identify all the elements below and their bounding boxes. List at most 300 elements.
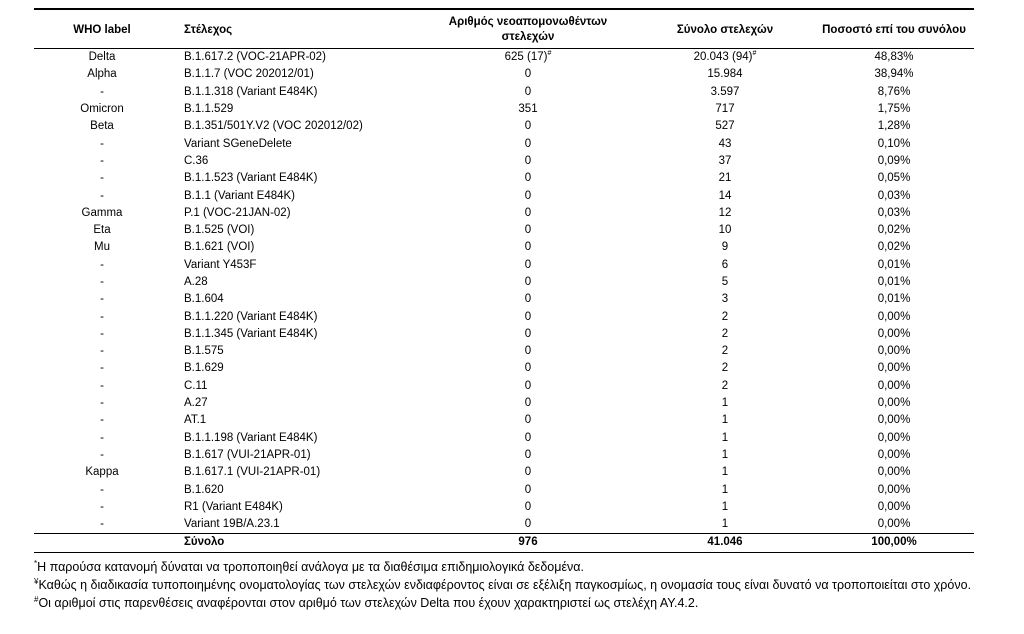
total-strains-cell-value: 37 [718, 154, 732, 167]
who-label-cell-value: - [100, 137, 104, 150]
new-isolates-cell [420, 343, 636, 360]
total-strains-cell-value: 14 [718, 189, 732, 202]
who-label-cell-value: - [100, 345, 104, 358]
who-label-cell [34, 308, 170, 325]
table-row [34, 447, 974, 464]
total-strains-cell [636, 187, 814, 204]
percentage-cell-value: 0,00% [877, 379, 911, 392]
percentage-cell [814, 378, 974, 395]
who-label-cell-value: - [100, 154, 104, 167]
who-label-cell-value: - [100, 327, 104, 340]
strain-cell-value: B.1.1.7 (VOC 202012/01) [184, 68, 314, 81]
new-isolates-cell-value: 0 [524, 85, 532, 98]
strain-cell [170, 326, 420, 343]
percentage-cell [814, 343, 974, 360]
percentage-cell [814, 360, 974, 377]
new-isolates-cell [420, 222, 636, 239]
header-new-isolates: Αριθμός νεοαπομονωθέντων στελεχών [448, 16, 608, 43]
who-label-cell-value: - [100, 258, 104, 271]
new-isolates-cell-value: 0 [524, 276, 532, 288]
percentage-cell [814, 153, 974, 170]
new-isolates-cell [420, 187, 636, 204]
total-strains-cell [636, 239, 814, 256]
percentage-cell-value: 0,00% [877, 414, 911, 427]
new-isolates-cell-value: 0 [524, 379, 532, 392]
total-strains-cell [636, 205, 814, 222]
new-isolates-cell-value: 0 [524, 310, 532, 323]
new-isolates-cell-value: 0 [524, 293, 532, 306]
new-isolates-cell-value: 0 [524, 137, 532, 150]
percentage-cell-value: 0,00% [877, 431, 911, 444]
who-label-cell [34, 187, 170, 204]
who-label-cell-value: - [100, 500, 104, 513]
percentage-cell [814, 222, 974, 239]
percentage-cell [814, 170, 974, 187]
strain-cell-value: B.1.617.1 (VUI-21APR-01) [184, 466, 321, 479]
total-strains-cell-value: 2 [721, 379, 729, 392]
percentage-cell-value: 0,00% [877, 327, 911, 340]
who-label-cell [34, 153, 170, 170]
table-row [34, 516, 974, 534]
who-label-cell [34, 360, 170, 377]
strain-cell-value: B.1.629 [184, 362, 224, 375]
who-label-cell [34, 412, 170, 429]
strain-cell [170, 395, 420, 412]
who-label-cell-value: - [100, 431, 104, 444]
new-isolates-cell [420, 239, 636, 256]
who-label-cell [34, 326, 170, 343]
strain-cell [170, 464, 420, 481]
table-row [34, 430, 974, 447]
total-row [34, 534, 974, 552]
total-strains-cell [636, 66, 814, 83]
strain-cell-value: B.1.525 (VOI) [184, 224, 255, 237]
percentage-cell-value: 0,03% [877, 206, 911, 219]
strain-cell [170, 135, 420, 152]
percentage-cell-value: 1,75% [877, 103, 911, 116]
percentage-cell [814, 66, 974, 83]
who-label-cell [34, 464, 170, 481]
new-isolates-cell [420, 326, 636, 343]
total-strains-cell [636, 534, 814, 552]
strain-cell [170, 308, 420, 325]
who-label-cell [34, 222, 170, 239]
percentage-cell-value: 0,02% [877, 224, 911, 237]
percentage-cell [814, 481, 974, 498]
who-label-cell [34, 135, 170, 152]
percentage-cell-value: 0,01% [877, 258, 911, 271]
percentage-cell [814, 84, 974, 101]
strain-cell-value: B.1.351/501Y.V2 (VOC 202012/02) [184, 120, 363, 133]
who-label-cell [34, 257, 170, 274]
new-isolates-cell-value: 0 [524, 448, 532, 461]
total-strains-cell-value: 5 [721, 276, 729, 288]
total-strains-cell-value: 12 [718, 206, 732, 219]
new-isolates-cell-value: 0 [524, 241, 532, 254]
who-label-cell [34, 66, 170, 83]
percentage-cell-value: 100,00% [871, 536, 917, 549]
who-label-cell [34, 205, 170, 222]
table-row [34, 291, 974, 308]
table-row [34, 153, 974, 170]
header-total-strains: Σύνολο στελεχών [676, 23, 774, 36]
who-label-cell-value: - [100, 362, 104, 375]
who-label-cell-value: Mu [94, 241, 110, 254]
table-body [34, 49, 974, 553]
strain-cell-value: P.1 (VOC-21JAN-02) [184, 206, 291, 219]
new-isolates-cell-value: 0 [524, 345, 532, 358]
new-isolates-cell-value: 0 [524, 362, 532, 375]
strain-cell-value: B.1.617.2 (VOC-21APR-02) [184, 51, 326, 64]
table-row [34, 84, 974, 101]
percentage-cell-value: 0,00% [877, 518, 911, 531]
who-label-cell [34, 291, 170, 308]
strain-cell [170, 49, 420, 67]
percentage-cell [814, 239, 974, 256]
footnote [34, 576, 974, 594]
total-strains-cell [636, 153, 814, 170]
who-label-cell [34, 239, 170, 256]
total-strains-cell-value: 15.984 [707, 68, 743, 81]
percentage-cell-value: 38,94% [874, 68, 914, 81]
who-label-cell-value: - [100, 414, 104, 427]
new-isolates-cell-value: 0 [524, 224, 532, 237]
strain-cell-value: B.1.1.220 (Variant E484K) [184, 310, 318, 323]
new-isolates-cell [420, 135, 636, 152]
percentage-cell-value: 0,01% [877, 293, 911, 306]
new-isolates-cell [420, 412, 636, 429]
strain-cell [170, 274, 420, 291]
strain-cell [170, 153, 420, 170]
table-row [34, 326, 974, 343]
who-label-cell-value: - [100, 172, 104, 185]
strain-cell [170, 257, 420, 274]
who-label-cell-value: - [100, 483, 104, 496]
strain-cell [170, 239, 420, 256]
new-isolates-cell-value: 0 [524, 258, 532, 271]
strain-cell-value: B.1.1.198 (Variant E484K) [184, 431, 318, 444]
strain-cell [170, 170, 420, 187]
total-strains-cell-value: 10 [718, 224, 732, 237]
strain-cell [170, 205, 420, 222]
header-who-label: WHO label [73, 23, 131, 36]
strain-cell [170, 222, 420, 239]
strain-cell [170, 378, 420, 395]
total-strains-cell-value: 1 [721, 397, 729, 410]
strain-cell-value: C.11 [184, 379, 208, 392]
new-isolates-cell-value: 0 [524, 206, 532, 219]
new-isolates-cell-value: 351 [518, 103, 538, 116]
table-row [34, 49, 974, 67]
variants-table [34, 8, 974, 553]
percentage-cell-value: 0,09% [877, 154, 911, 167]
who-label-cell-value: Beta [90, 120, 114, 133]
total-strains-cell-value: 1 [721, 414, 729, 427]
strain-cell-value: B.1.621 (VOI) [184, 241, 255, 254]
total-strains-cell [636, 395, 814, 412]
table-row [34, 205, 974, 222]
table-row [34, 118, 974, 135]
table-row [34, 170, 974, 187]
total-strains-cell [636, 481, 814, 498]
percentage-cell [814, 257, 974, 274]
new-isolates-cell-value: 0 [524, 483, 532, 496]
who-label-cell [34, 499, 170, 516]
total-strains-cell-value: 9 [721, 241, 729, 254]
new-isolates-cell-value: 0 [524, 172, 532, 185]
who-label-cell-value: - [100, 448, 104, 461]
new-isolates-cell-value: 0 [524, 466, 532, 479]
new-isolates-cell [420, 499, 636, 516]
new-isolates-cell [420, 205, 636, 222]
new-isolates-cell [420, 308, 636, 325]
new-isolates-cell-value: 625 (17) [504, 51, 548, 64]
new-isolates-cell [420, 464, 636, 481]
new-isolates-cell-value: 976 [518, 536, 538, 549]
total-strains-cell-value: 2 [721, 345, 729, 358]
total-strains-cell [636, 499, 814, 516]
table-row [34, 343, 974, 360]
total-strains-cell [636, 274, 814, 291]
who-label-cell [34, 101, 170, 118]
percentage-cell-value: 0,10% [877, 137, 911, 150]
table-row [34, 378, 974, 395]
table-row [34, 101, 974, 118]
strain-cell [170, 101, 420, 118]
percentage-cell-value: 0,03% [877, 189, 911, 202]
footnote-ref: # [752, 50, 757, 58]
new-isolates-cell [420, 378, 636, 395]
new-isolates-cell [420, 481, 636, 498]
who-label-cell [34, 274, 170, 291]
total-strains-cell [636, 135, 814, 152]
strain-cell [170, 118, 420, 135]
new-isolates-cell-value: 0 [524, 518, 532, 531]
total-strains-cell [636, 222, 814, 239]
total-strains-cell [636, 360, 814, 377]
strain-cell-value: B.1.1.529 [184, 103, 234, 116]
strain-cell [170, 534, 420, 552]
new-isolates-cell-value: 0 [524, 68, 532, 81]
total-strains-cell-value: 20.043 (94) [693, 51, 753, 64]
percentage-cell [814, 118, 974, 135]
strain-cell-value: B.1.1.523 (Variant E484K) [184, 172, 318, 185]
strain-cell-value: Σύνολο [184, 536, 225, 549]
footnote-text: Η παρούσα κατανομή δύναται να τροποποιηθεί ανάλογα με τα διαθέσιμα επιδημιολογικά δεδομένα. [37, 559, 584, 574]
new-isolates-cell [420, 49, 636, 67]
who-label-cell [34, 481, 170, 498]
table-header [34, 9, 974, 49]
percentage-cell [814, 447, 974, 464]
table-row [34, 222, 974, 239]
strain-cell-value: B.1.1 (Variant E484K) [184, 189, 296, 202]
table-row [34, 308, 974, 325]
strain-cell-value: B.1.1.345 (Variant E484K) [184, 327, 318, 340]
total-strains-cell [636, 412, 814, 429]
total-strains-cell-value: 1 [721, 448, 729, 461]
total-strains-cell-value: 2 [721, 362, 729, 375]
table-row [34, 66, 974, 83]
total-strains-cell [636, 308, 814, 325]
total-strains-cell [636, 170, 814, 187]
strain-cell [170, 430, 420, 447]
percentage-cell-value: 0,00% [877, 345, 911, 358]
table-row [34, 464, 974, 481]
footnote [34, 558, 974, 576]
total-strains-cell-value: 1 [721, 466, 729, 479]
total-strains-cell-value: 3 [721, 293, 729, 306]
percentage-cell-value: 0,00% [877, 362, 911, 375]
strain-cell-value: Variant 19B/A.23.1 [184, 518, 280, 531]
percentage-cell [814, 308, 974, 325]
percentage-cell [814, 274, 974, 291]
total-strains-cell-value: 6 [721, 258, 729, 271]
strain-cell-value: A.27 [184, 397, 208, 410]
percentage-cell-value: 1,28% [877, 120, 911, 133]
strain-cell-value: B.1.1.318 (Variant E484K) [184, 85, 318, 98]
who-label-cell [34, 395, 170, 412]
strain-cell [170, 66, 420, 83]
footnote [34, 594, 974, 612]
header-strain: Στέλεχος [184, 23, 233, 36]
percentage-cell-value: 0,00% [877, 466, 911, 479]
percentage-cell-value: 0,01% [877, 276, 911, 288]
who-label-cell-value: Delta [88, 51, 116, 64]
who-label-cell-value: Kappa [85, 466, 119, 479]
footnote-ref: # [547, 50, 552, 58]
new-isolates-cell-value: 0 [524, 327, 532, 340]
new-isolates-cell-value: 0 [524, 500, 532, 513]
who-label-cell-value: - [100, 397, 104, 410]
total-strains-cell-value: 3.597 [710, 85, 740, 98]
strain-cell [170, 291, 420, 308]
total-strains-cell [636, 84, 814, 101]
table-row [34, 257, 974, 274]
percentage-cell-value: 0,00% [877, 483, 911, 496]
table-row [34, 395, 974, 412]
strain-cell-value: A.28 [184, 276, 208, 288]
new-isolates-cell [420, 360, 636, 377]
who-label-cell [34, 84, 170, 101]
total-strains-cell-value: 41.046 [707, 536, 743, 549]
footnote-text: Καθώς η διαδικασία τυποποιημένης ονοματολογίας των στελεχών ενδιαφέροντος είναι σε εξέλιξη παγκοσμίως, η ονομασία τους είναι δυνατό να τροποποιείται στο χρόνο. [38, 577, 972, 592]
strain-cell-value: R1 (Variant E484K) [184, 500, 283, 513]
new-isolates-cell [420, 101, 636, 118]
percentage-cell [814, 464, 974, 481]
strain-cell-value: B.1.575 [184, 345, 224, 358]
total-strains-cell [636, 101, 814, 118]
new-isolates-cell-value: 0 [524, 189, 532, 202]
new-isolates-cell [420, 170, 636, 187]
who-label-cell [34, 378, 170, 395]
table-row [34, 481, 974, 498]
strain-cell-value: Variant SGeneDelete [184, 137, 292, 150]
total-strains-cell [636, 464, 814, 481]
new-isolates-cell [420, 274, 636, 291]
percentage-cell [814, 326, 974, 343]
strain-cell-value: B.1.620 [184, 483, 224, 496]
total-strains-cell [636, 118, 814, 135]
table-row [34, 274, 974, 291]
strain-cell-value: Variant Y453F [184, 258, 257, 271]
percentage-cell-value: 0,00% [877, 397, 911, 410]
percentage-cell [814, 516, 974, 534]
strain-cell [170, 84, 420, 101]
percentage-cell [814, 291, 974, 308]
total-strains-cell-value: 2 [721, 327, 729, 340]
percentage-cell [814, 101, 974, 118]
who-label-cell-value: - [100, 85, 104, 98]
percentage-cell [814, 205, 974, 222]
new-isolates-cell [420, 534, 636, 552]
table-row [34, 239, 974, 256]
percentage-cell-value: 0,02% [877, 241, 911, 254]
who-label-cell-value: - [100, 518, 104, 531]
header-percentage: Ποσοστό επί του συνόλου [822, 23, 966, 36]
total-strains-cell-value: 2 [721, 310, 729, 323]
table-row [34, 412, 974, 429]
total-strains-cell [636, 430, 814, 447]
who-label-cell-value: - [100, 276, 104, 288]
who-label-cell [34, 118, 170, 135]
new-isolates-cell [420, 153, 636, 170]
footnotes [34, 558, 974, 612]
who-label-cell [34, 430, 170, 447]
who-label-cell-value: - [100, 379, 104, 392]
percentage-cell [814, 499, 974, 516]
strain-cell-value: B.1.604 [184, 293, 224, 306]
new-isolates-cell [420, 291, 636, 308]
percentage-cell-value: 8,76% [877, 85, 911, 98]
percentage-cell [814, 395, 974, 412]
document-page [34, 8, 974, 612]
total-strains-cell-value: 1 [721, 500, 729, 513]
footnote-mark: ¥ [34, 576, 39, 586]
who-label-cell-value: Alpha [87, 68, 117, 81]
percentage-cell-value: 0,00% [877, 448, 911, 461]
strain-cell [170, 187, 420, 204]
who-label-cell-value: - [100, 310, 104, 323]
strain-cell [170, 360, 420, 377]
who-label-cell [34, 343, 170, 360]
who-label-cell [34, 534, 170, 552]
total-strains-cell [636, 378, 814, 395]
strain-cell-value: B.1.617 (VUI-21APR-01) [184, 448, 311, 461]
total-strains-cell-value: 527 [715, 120, 735, 133]
percentage-cell-value: 0,00% [877, 500, 911, 513]
strain-cell [170, 343, 420, 360]
percentage-cell [814, 412, 974, 429]
strain-cell-value: AT.1 [184, 414, 207, 427]
who-label-cell [34, 447, 170, 464]
who-label-cell-value: Omicron [80, 103, 124, 116]
who-label-cell [34, 516, 170, 534]
total-strains-cell [636, 291, 814, 308]
total-strains-cell [636, 257, 814, 274]
total-strains-cell-value: 1 [721, 431, 729, 444]
footnote-text: Οι αριθμοί στις παρενθέσεις αναφέρονται στον αριθμό των στελεχών Delta που έχουν χαρακτηριστεί ως στελέχη ΑΥ.4.2. [38, 595, 699, 610]
who-label-cell-value: - [100, 293, 104, 306]
percentage-cell-value: 0,05% [877, 172, 911, 185]
percentage-cell-value: 48,83% [874, 51, 914, 64]
who-label-cell [34, 49, 170, 67]
new-isolates-cell [420, 395, 636, 412]
strain-cell [170, 447, 420, 464]
new-isolates-cell-value: 0 [524, 397, 532, 410]
table-row [34, 360, 974, 377]
percentage-cell [814, 534, 974, 552]
strain-cell [170, 516, 420, 534]
